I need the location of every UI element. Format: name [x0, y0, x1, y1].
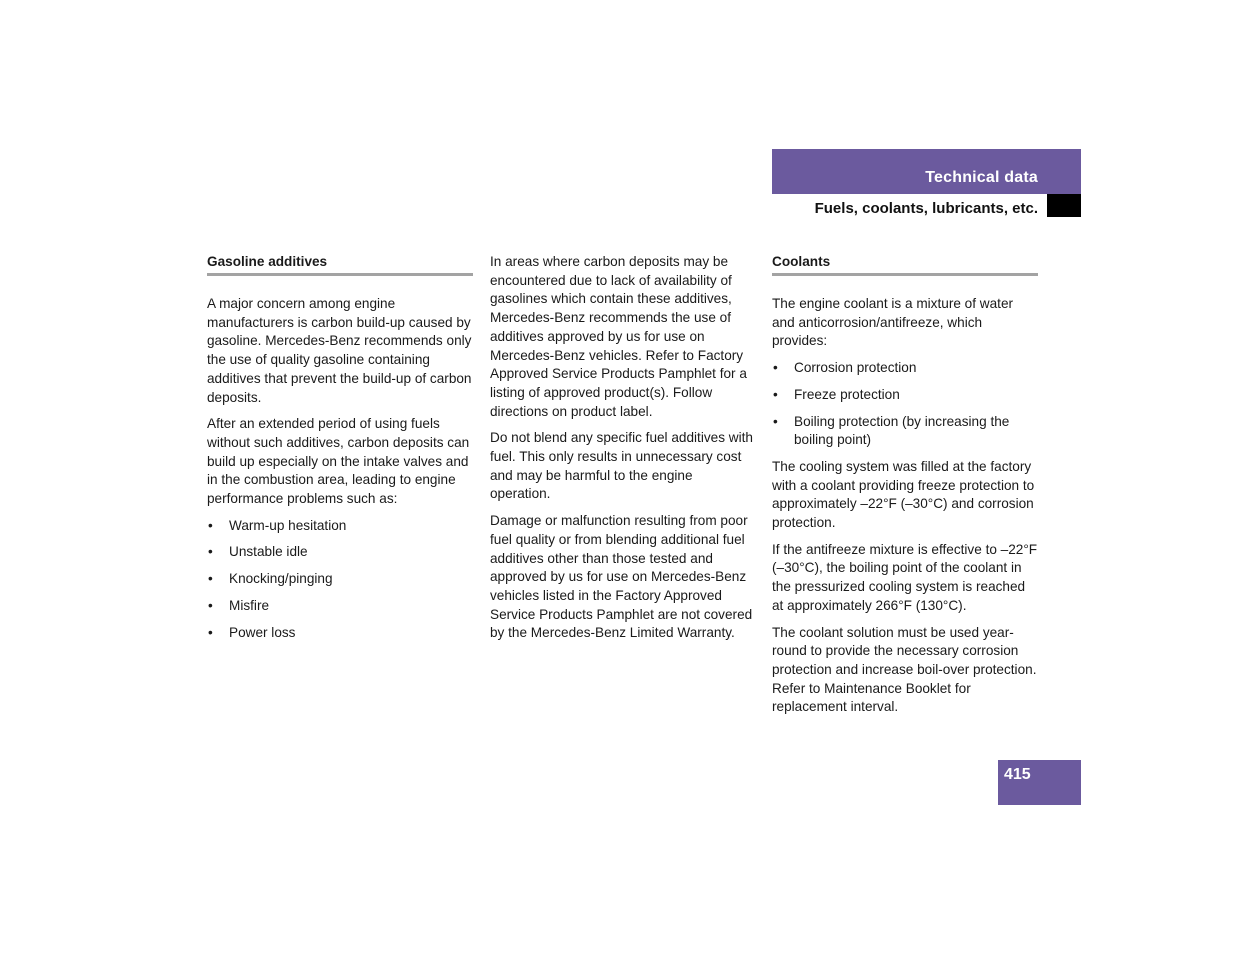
column-fuel-additives-guidance	[490, 253, 756, 651]
bullet-icon: •	[208, 624, 213, 640]
list-item: • Corrosion protection	[772, 359, 1038, 378]
bullet-icon: •	[208, 544, 213, 560]
bullet-icon: •	[773, 413, 778, 429]
paragraph: The engine coolant is a mixture of water and anticorrosion/antifreeze, which provides:	[772, 296, 1014, 349]
list-item: • Unstable idle	[207, 543, 473, 562]
paragraph: If the antifreeze mixture is effective to –22°F (–30°C), the boiling point of the coolant in the pressurized cooling system is reached at approximately 266°F (130°C).	[772, 541, 1038, 613]
page-number-badge	[998, 760, 1081, 805]
column-coolants	[772, 253, 1038, 725]
paragraph: After an extended period of using fuels without such additives, carbon deposits can build up especially on the intake valves and in the combustion area, leading to engine performance problems such as:	[207, 416, 470, 507]
list-item: • Misfire	[207, 597, 473, 616]
list-item: • Knocking/pinging	[207, 570, 473, 589]
symptom-list	[207, 517, 473, 643]
list-item: • Freeze protection	[772, 386, 1038, 405]
bullet-icon: •	[773, 360, 778, 376]
bullet-icon: •	[208, 517, 213, 533]
page-number: 415	[1004, 766, 1031, 783]
section-subtitle: Fuels, coolants, lubricants, etc.	[814, 200, 1038, 217]
protection-list	[772, 359, 1038, 450]
paragraph: Do not blend any specific fuel additives with fuel. This only results in unnecessary cost and may be harmful to the engine operation.	[490, 430, 753, 502]
paragraph: The coolant solution must be used year-round to provide the necessary corrosion protection and increase boil-over protection. Refer to Maintenance Booklet for replacement interval.	[772, 624, 1037, 715]
list-item: • Power loss	[207, 624, 473, 643]
list-item: • Boiling protection (by increasing the boiling point)	[773, 413, 1010, 448]
bullet-icon: •	[773, 386, 778, 402]
paragraph: Damage or malfunction resulting from poor fuel quality or from blending additional fuel additives other than those tested and approved by us for use on Mercedes-Benz vehicles listed in the Factory Approved Service Products Pamphlet are not covered by the Mercedes-Benz Limited Warranty.	[490, 513, 753, 641]
paragraph: In areas where carbon deposits may be encountered due to lack of availability of gasolines which contain these additives, Mercedes-Benz recommends the use of additives approved by us for use on Mercedes-Benz vehicles. Refer to Factory Approved Service Products Pamphlet for a listing of approved product(s). Follow directions on product label.	[490, 254, 747, 419]
bullet-icon: •	[208, 571, 213, 587]
paragraph: The cooling system was filled at the factory with a coolant providing freeze protection to approximately –22°F (–30°C) and corrosion protection.	[772, 458, 1035, 531]
section-heading-gasoline-additives: Gasoline additives	[207, 253, 473, 276]
bullet-icon: •	[208, 597, 213, 613]
paragraph: A major concern among engine manufacturers is carbon build-up caused by gasoline. Mercedes-Benz recommends only the use of quality gasoline containing additives that prevent the build-up of carbon deposits.	[207, 296, 472, 405]
list-item: • Warm-up hesitation	[207, 517, 473, 536]
chapter-header-bar	[772, 149, 1081, 194]
chapter-title: Technical data	[925, 169, 1038, 186]
section-marker	[1047, 194, 1081, 217]
column-gasoline-additives	[207, 253, 473, 650]
section-heading-coolants: Coolants	[772, 253, 1038, 276]
